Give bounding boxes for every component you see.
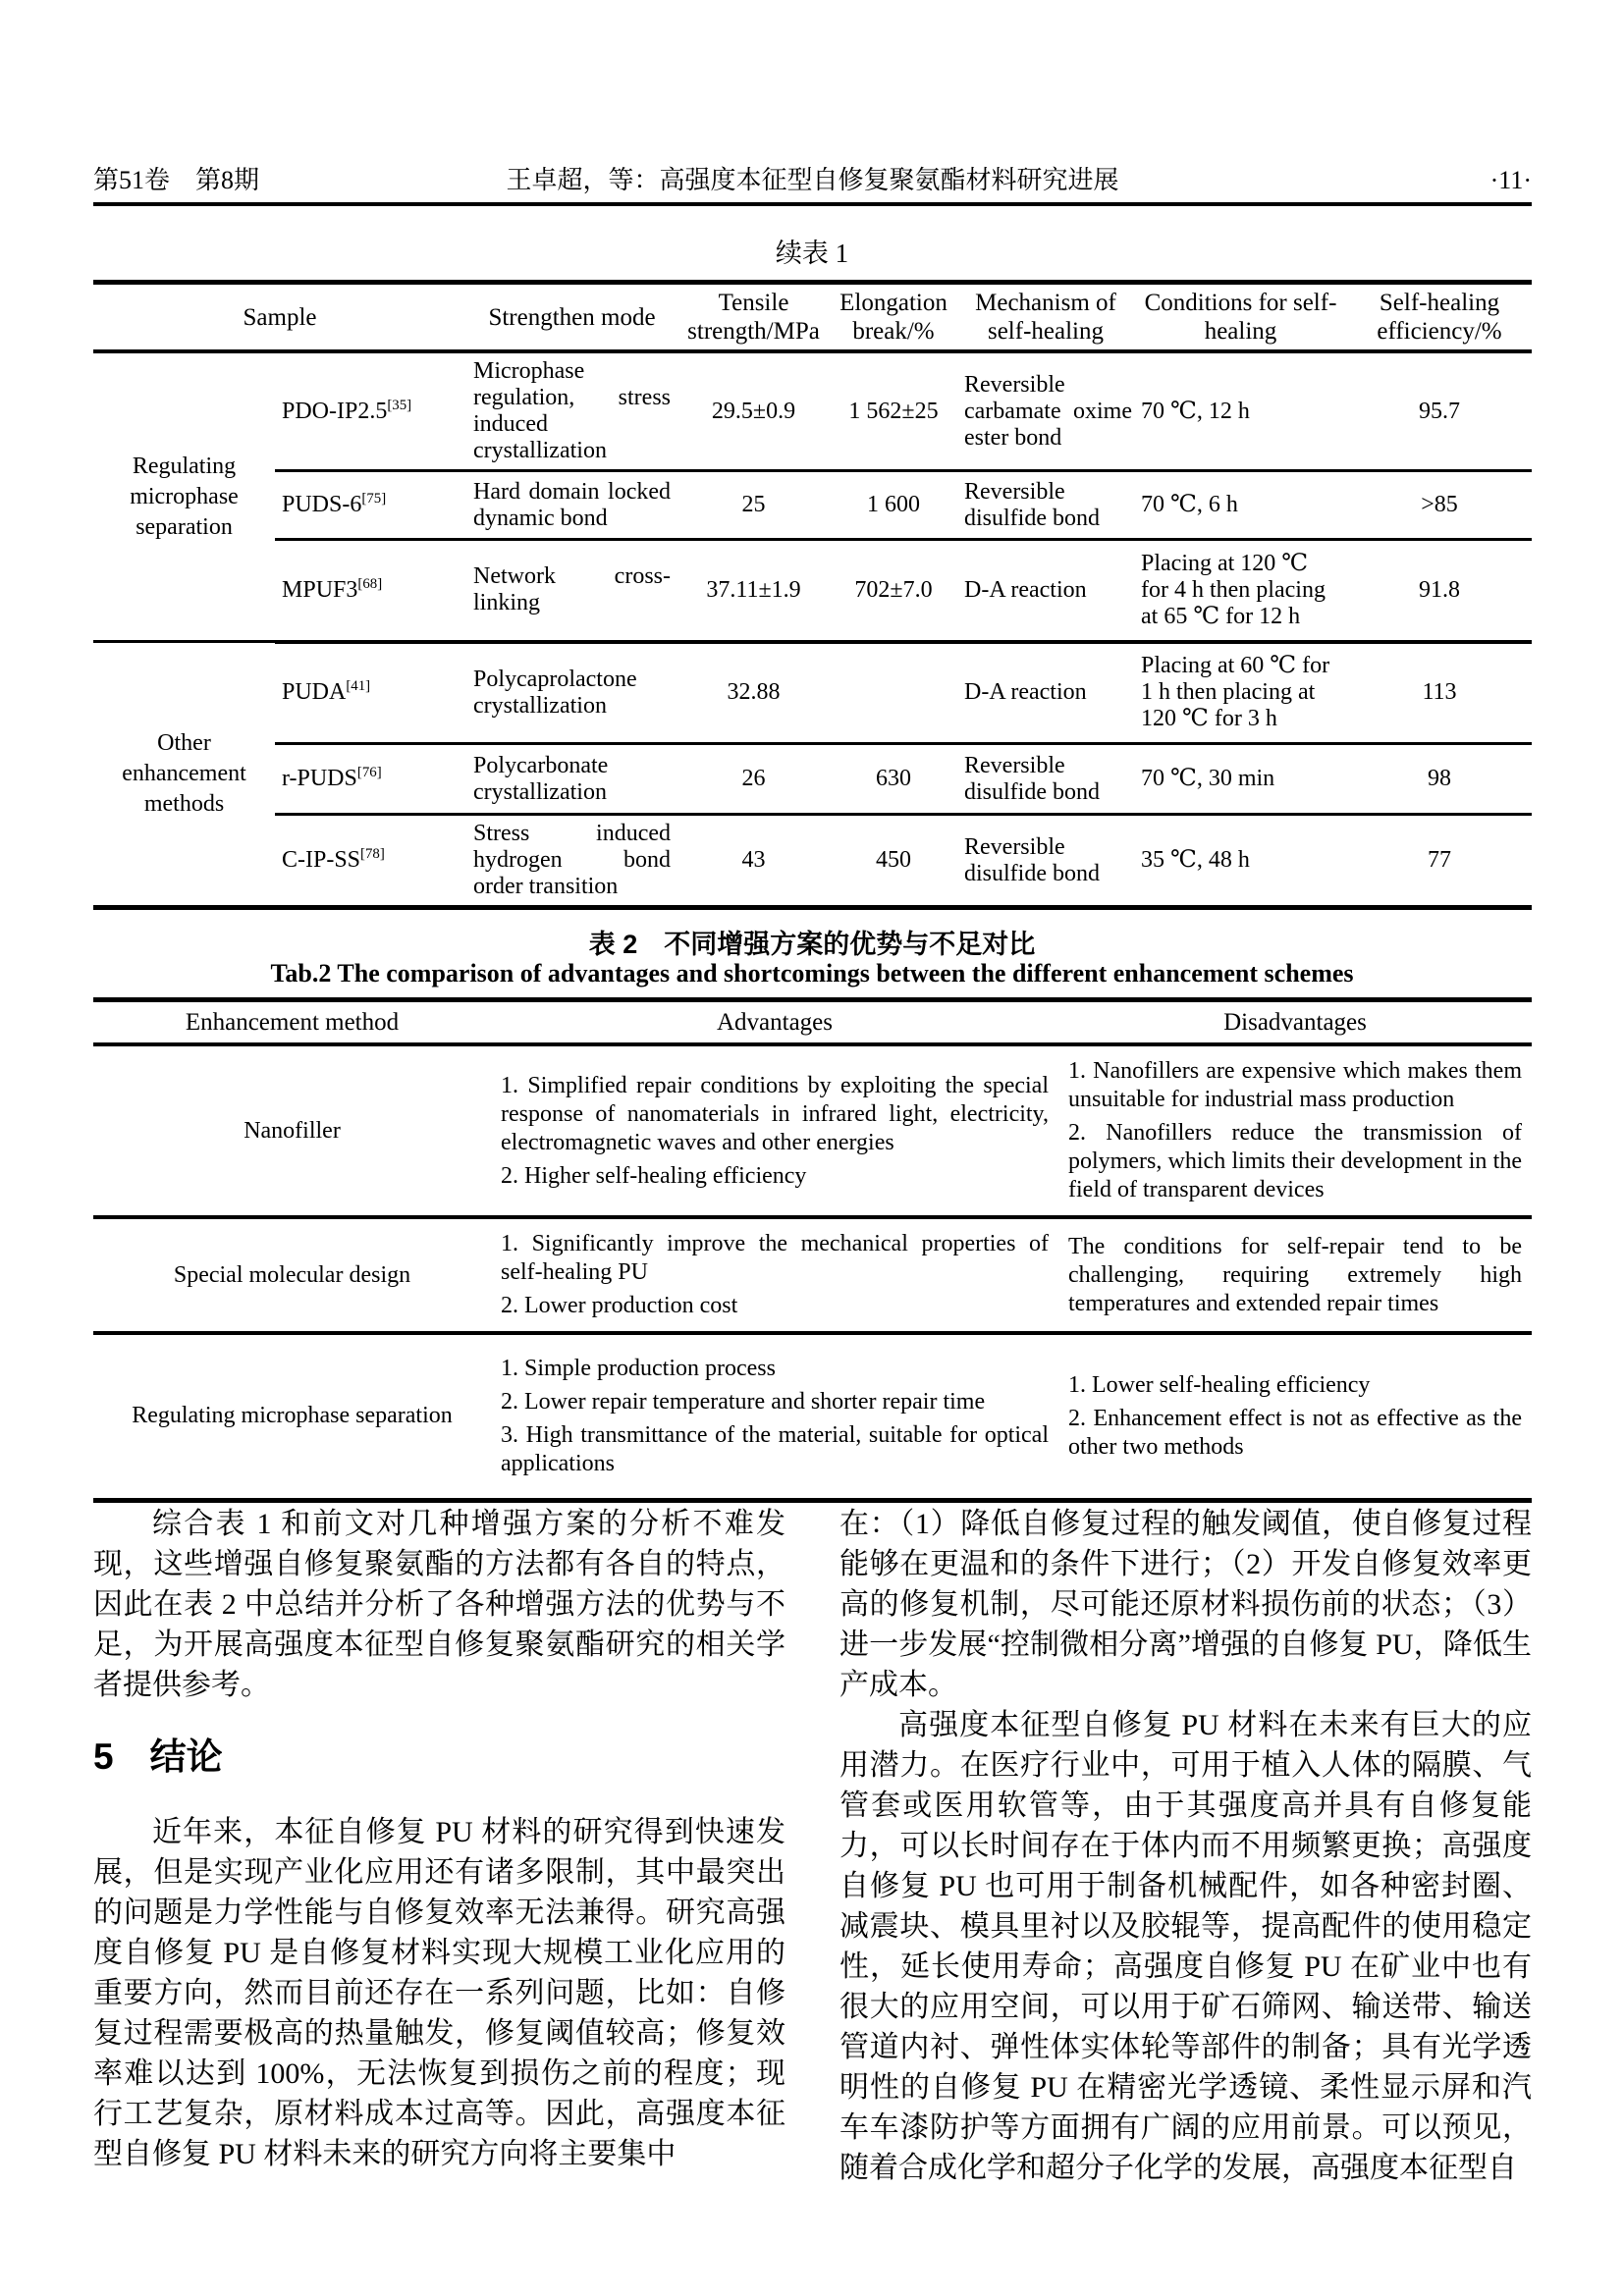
advantages-cell [491, 1217, 1058, 1333]
table2 [93, 997, 1532, 1503]
method-cell: Special molecular design [93, 1217, 491, 1333]
elongation-cell: 702±7.0 [830, 540, 957, 642]
paragraph: 近年来，本征自修复 PU 材料的研究得到快速发展，但是实现产业化应用还有诸多限制，其中最突出的问题是力学性能与自修复效率无法兼得。研究高强度自修复 PU 是自修复材料实现大规模工业化应用的重要方向，然而目前还存在一系列问题，比如：自修复过程需要极高的热量触发，修复阈值较高；修复效率难以达到 100%，无法恢复到损伤之前的程度；现行工艺复杂，原材料成本过高等。因此，高强度本征型自修复 PU 材料未来的研究方向将主要集中 [93, 1815, 785, 2170]
mode-cell: Network cross-linking [466, 540, 677, 642]
column-header-elongation: Elongation break/% [830, 283, 957, 352]
method-cell: Regulating microphase separation [132, 1403, 453, 1429]
elongation-cell [830, 642, 957, 744]
left-column [93, 1504, 785, 2188]
disadvantages-cell [1058, 1044, 1532, 1217]
disadvantage-item: 1. Lower self-healing efficiency [1068, 1371, 1371, 1398]
mode-cell: Hard domain locked dynamic bond [466, 471, 677, 540]
table2-caption-en: Tab.2 The comparison of advantages and shortcomings between the different enhancement schemes [270, 959, 1354, 988]
sample-cell [275, 540, 466, 642]
paragraph: 综合表 1 和前文对几种增强方案的分析不难发现，这些增强自修复聚氨酯的方法都有各自的特点，因此在表 2 中总结并分析了各种增强方法的优势与不足，为开展高强度本征型自修复聚氨酯研究的相关学者提供参考。 [93, 1508, 785, 1701]
tensile-cell: 43 [741, 847, 766, 873]
column-header-conditions: Conditions for self-healing [1134, 283, 1347, 352]
elongation-cell: 1 600 [830, 471, 957, 540]
tensile-cell: 29.5±0.9 [677, 351, 830, 471]
table-row [93, 744, 1532, 815]
advantage-item: 1. Significantly improve the mechanical properties of self-healing PU [501, 1231, 1049, 1285]
body-columns [93, 1504, 1532, 2188]
sample-name: C-IP-SS [282, 847, 361, 873]
column-header-advantages: Advantages [491, 1000, 1058, 1045]
efficiency-cell: 113 [1347, 642, 1532, 744]
table-row [93, 540, 1532, 642]
mechanism-cell: Reversible disulfide bond [964, 833, 1100, 886]
column-header-tensile: Tensile strength/MPa [677, 283, 830, 352]
disadvantage-item: 2. Nanofillers reduce the transmission of polymers, which limits their development in the field of transparent devices [1068, 1120, 1522, 1202]
sample-ref: [41] [346, 678, 371, 695]
mode-cell: Stress induced hydrogen bond order transition [473, 821, 671, 899]
section-heading: 5 结论 [93, 1736, 223, 1777]
elongation-cell: 450 [876, 847, 911, 873]
advantages-cell [491, 1044, 1058, 1217]
conditions-cell: Placing at 120 ℃ for 4 h then placing at 65 ℃ for 12 h [1134, 540, 1347, 642]
sample-ref: [35] [387, 397, 412, 413]
disadvantages-cell [1058, 1217, 1532, 1333]
table-row [93, 1044, 1532, 1217]
table1 [93, 280, 1532, 910]
table-row [93, 815, 1532, 908]
advantage-item: 2. Lower production cost [501, 1293, 738, 1318]
sample-name: PDO-IP2.5 [282, 398, 388, 424]
disadvantage-item: The conditions for self-repair tend to be challenging, requiring extremely high temperatures and extended repair times [1068, 1233, 1522, 1316]
disadvantage-item: 2. Enhancement effect is not as effective as the other two methods [1068, 1405, 1522, 1460]
sample-ref: [76] [356, 765, 382, 780]
sample-ref: [78] [360, 846, 385, 862]
advantage-item: 1. Simple production process [501, 1355, 776, 1381]
column-header-efficiency: Self-healing efficiency/% [1347, 283, 1532, 352]
mechanism-cell: D-A reaction [957, 642, 1134, 744]
sample-cell [275, 744, 466, 815]
mechanism-cell: D-A reaction [957, 540, 1134, 642]
column-header-sample: Sample [93, 283, 466, 352]
column-header-mechanism: Mechanism of self-healing [957, 283, 1134, 352]
sample-name: r-PUDS [282, 766, 357, 791]
table2-caption-zh: 表 2 不同增强方案的优势与不足对比 [588, 930, 1036, 959]
advantage-item: 2. Higher self-healing efficiency [501, 1162, 807, 1189]
table-row [93, 642, 1532, 744]
conditions-cell: 70 ℃, 6 h [1134, 471, 1347, 540]
sample-cell [275, 351, 466, 471]
method-cell: Nanofiller [93, 1044, 491, 1217]
efficiency-cell: 91.8 [1347, 540, 1532, 642]
advantage-item: 3. High transmittance of the material, suitable for optical applications [501, 1421, 1049, 1476]
mode-cell: Polycarbonate crystallization [466, 744, 677, 815]
table2-header-row [93, 1000, 1532, 1045]
tensile-cell: 26 [677, 744, 830, 815]
table-row [93, 1217, 1532, 1333]
conditions-cell: Placing at 60 ℃ for 1 h then placing at 120 ℃ for 3 h [1134, 642, 1347, 744]
conditions-cell: 70 ℃, 12 h [1134, 351, 1347, 471]
right-column [839, 1504, 1532, 2188]
table-row [93, 351, 1532, 471]
sample-name: PUDS-6 [282, 492, 362, 517]
mechanism-cell: Reversible disulfide bond [957, 471, 1134, 540]
advantage-item: 1. Simplified repair conditions by exploiting the special response of nanomaterials in infrared light, electricity, electromagnetic waves and other energies [501, 1072, 1049, 1155]
conditions-cell: 35 ℃, 48 h [1141, 847, 1250, 873]
disadvantages-cell [1058, 1333, 1532, 1500]
sample-cell [275, 815, 466, 908]
paragraph: 在：（1）降低自修复过程的触发阈值，使自修复过程能够在更温和的条件下进行；（2）开发自修复效率更高的修复机制，尽可能还原材料损伤前的状态；（3）进一步发展“控制微相分离”增强的自修复 PU，降低生产成本。 [839, 1508, 1532, 1701]
advantage-item: 2. Lower repair temperature and shorter repair time [501, 1388, 986, 1415]
disadvantage-item: 1. Nanofillers are expensive which makes them unsuitable for industrial mass production [1068, 1058, 1522, 1112]
table-row [93, 1333, 1532, 1500]
tensile-cell: 25 [677, 471, 830, 540]
table-row [93, 471, 1532, 540]
sample-cell [275, 471, 466, 540]
table1-header-row [93, 283, 1532, 352]
volume-issue: 第51卷 第8期 [93, 166, 260, 194]
group-label: Other enhancement methods [93, 642, 275, 908]
running-header [93, 160, 1532, 196]
column-header-method: Enhancement method [93, 1000, 491, 1045]
sample-ref: [75] [361, 491, 387, 507]
efficiency-cell: 95.7 [1347, 351, 1532, 471]
running-title: 王卓超，等：高强度本征型自修复聚氨酯材料研究进展 [506, 166, 1119, 194]
column-header-mode: Strengthen mode [466, 283, 677, 352]
mode-cell: Microphase regulation, stress induced crystallization [466, 351, 677, 471]
sample-name: MPUF3 [282, 576, 358, 603]
advantages-cell [491, 1333, 1058, 1500]
header-rule [93, 202, 1532, 206]
efficiency-cell: 98 [1347, 744, 1532, 815]
sample-name: PUDA [282, 679, 347, 706]
page-number: ·11· [1489, 166, 1532, 194]
elongation-cell: 1 562±25 [830, 351, 957, 471]
sample-ref: [68] [357, 575, 383, 592]
efficiency-cell: 77 [1428, 847, 1451, 873]
mechanism-cell: Reversible carbamate oxime ester bond [957, 351, 1134, 471]
paragraph: 高强度本征型自修复 PU 材料在未来有巨大的应用潜力。在医疗行业中，可用于植入人体的隔膜、气管套或医用软管等，由于其强度高并具有自修复能力，可以长时间存在于体内而不用频繁更换；高强度自修复 PU 也可用于制备机械配件，如各种密封圈、减震块、模具里衬以及胶辊等，提高配件的使用稳定性，延长使用寿命；高强度自修复 PU 在矿业中也有很大的应用空间，可以用于矿石筛网、输送带、输送管道内衬、弹性体实体轮等部件的制备；具有光学透明性的自修复 PU 在精密光学透镜、柔性显示屏和汽车车漆防护等方面拥有广阔的应用前景。可以预见，随着合成化学和超分子化学的发展，高强度本征型自 [839, 1709, 1532, 2184]
tensile-cell: 32.88 [677, 642, 830, 744]
elongation-cell: 630 [830, 744, 957, 815]
mechanism-cell: Reversible disulfide bond [957, 744, 1134, 815]
sample-cell [275, 642, 466, 744]
conditions-cell: 70 ℃, 30 min [1134, 744, 1347, 815]
column-header-disadvantages: Disadvantages [1058, 1000, 1532, 1045]
table1-caption: 续表 1 [775, 239, 849, 268]
tensile-cell: 37.11±1.9 [677, 540, 830, 642]
efficiency-cell: >85 [1347, 471, 1532, 540]
group-label: Regulating microphase separation [93, 351, 275, 642]
mode-cell: Polycaprolactone crystallization [466, 642, 677, 744]
